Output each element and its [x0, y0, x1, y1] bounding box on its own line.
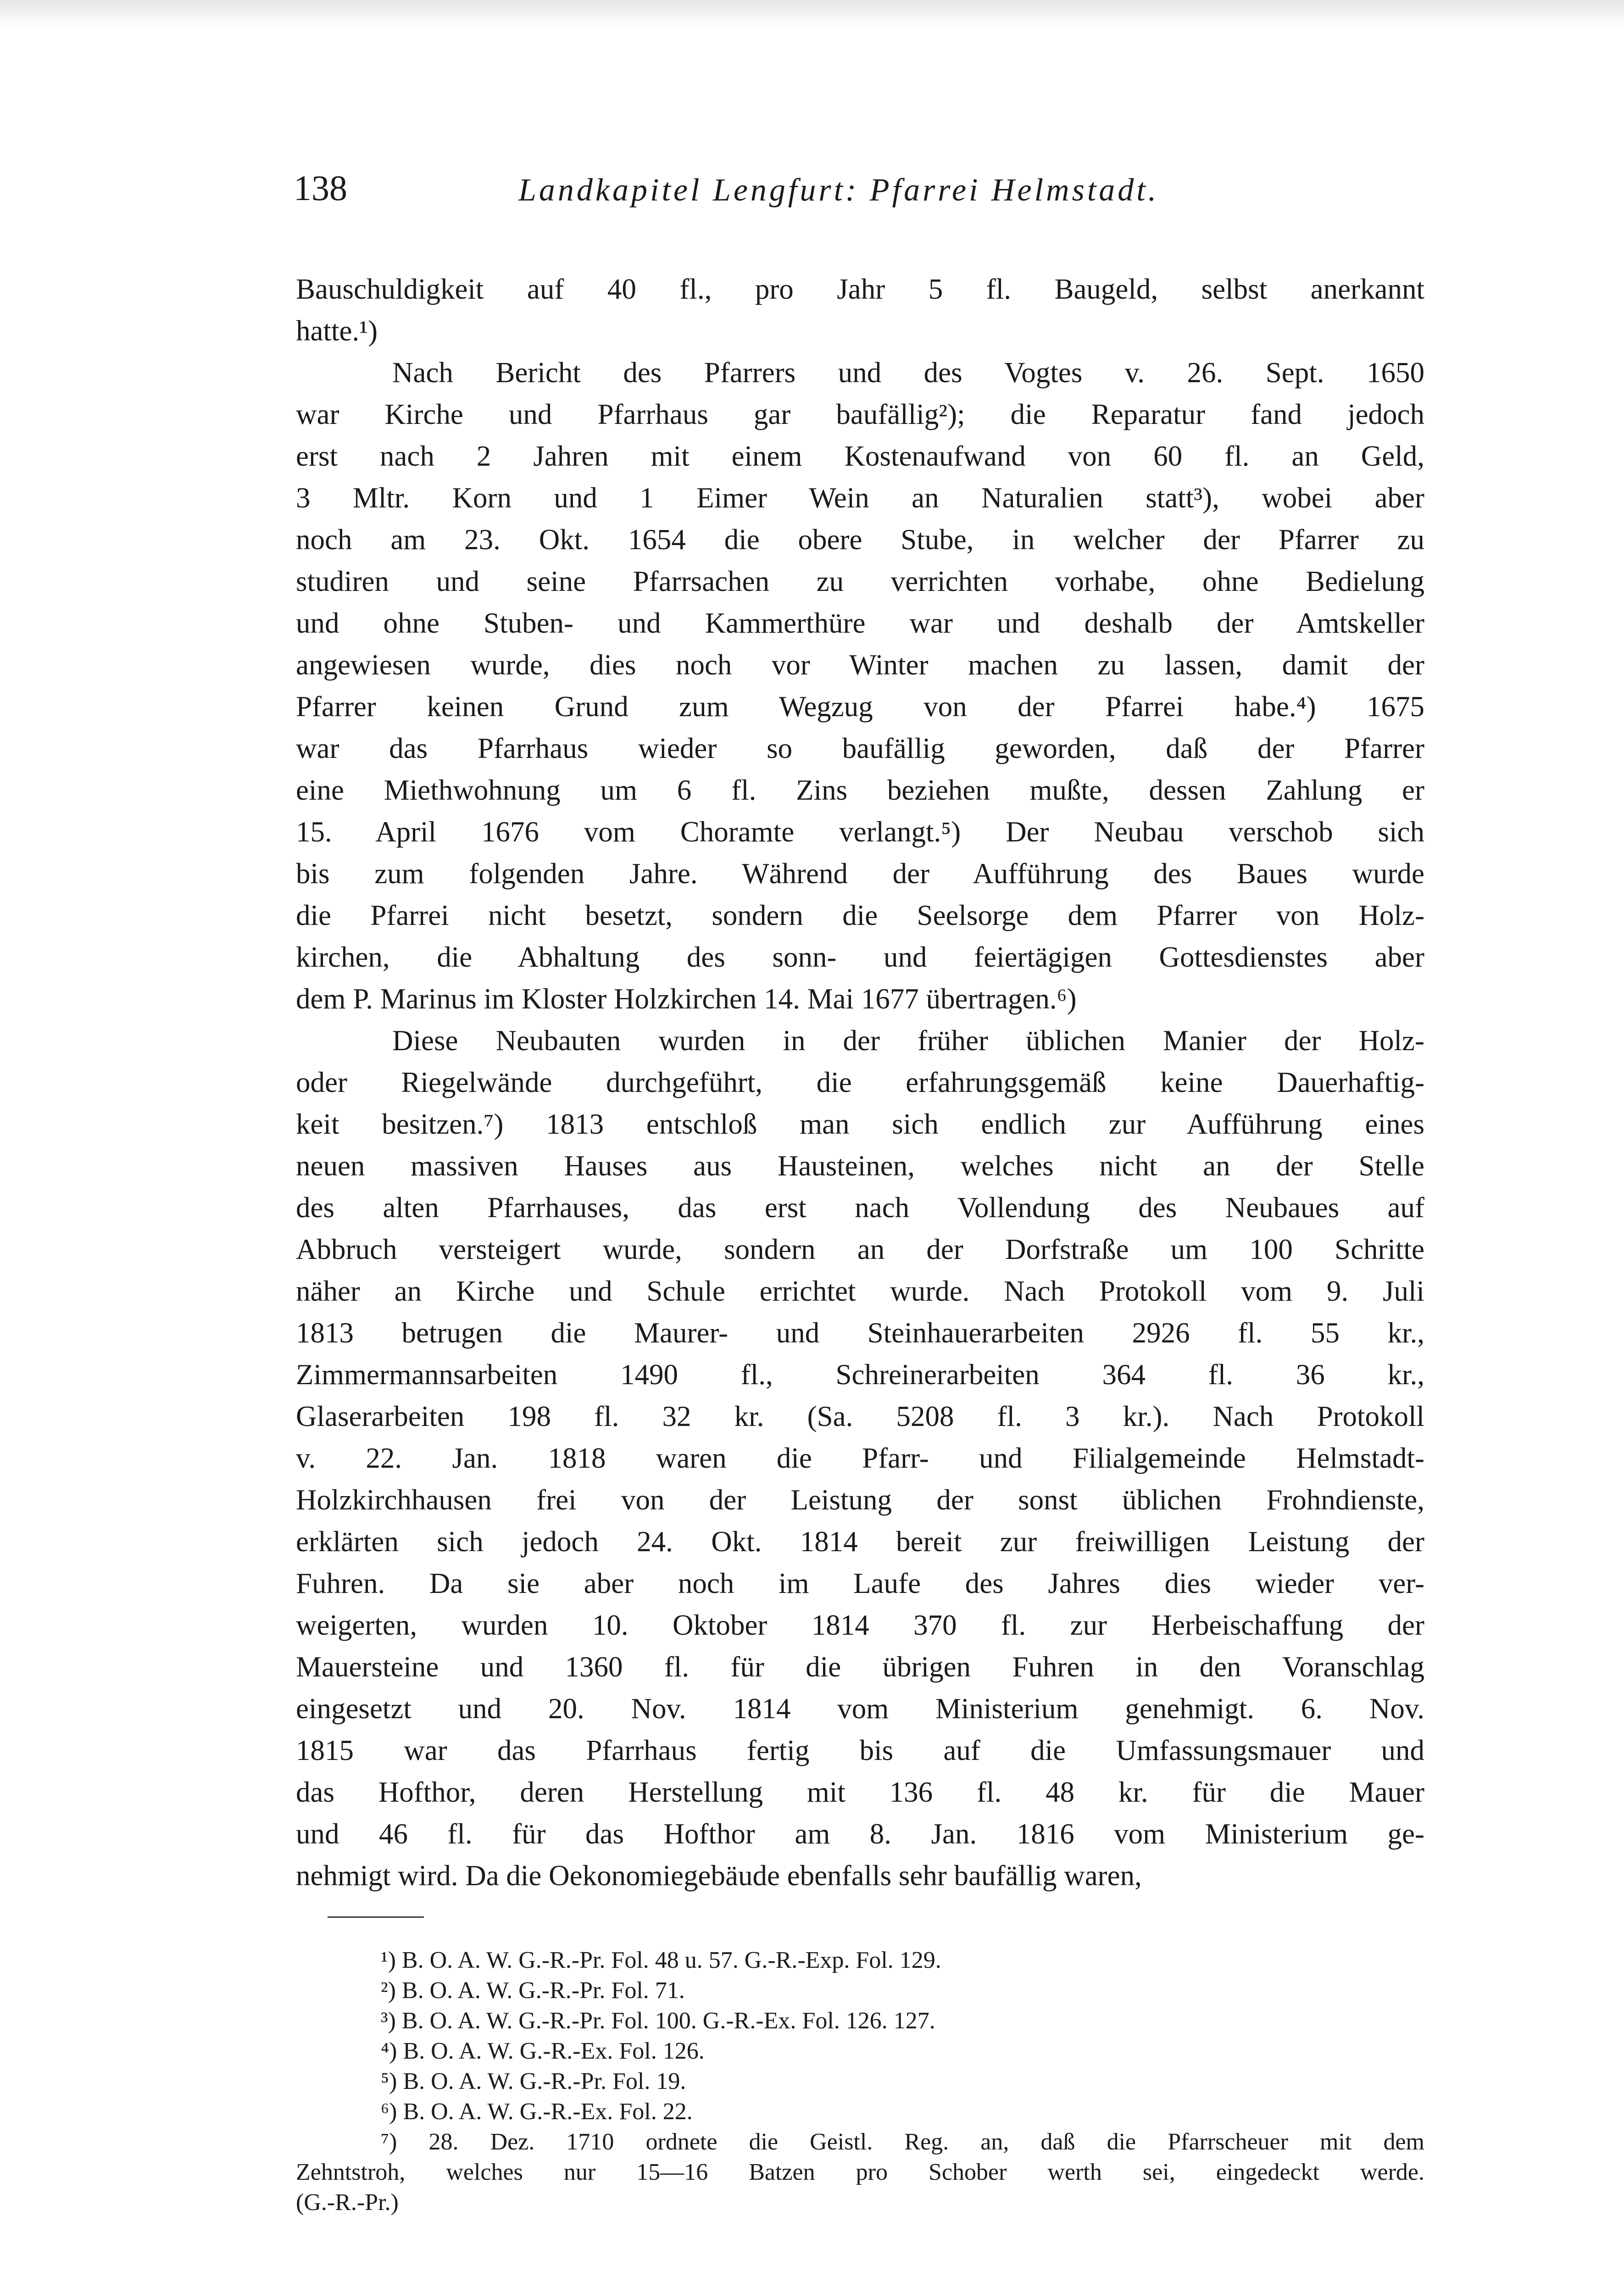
body-text: [296, 268, 1424, 1897]
body-line: Bauschuldigkeit auf 40 fl., pro Jahr 5 fl. Baugeld, selbst anerkannt: [296, 273, 1424, 305]
body-line: eingesetzt und 20. Nov. 1814 vom Ministerium genehmigt. 6. Nov.: [296, 1693, 1424, 1725]
body-line: kirchen, die Abhaltung des sonn- und feiertägigen Gottesdienstes aber: [296, 941, 1424, 973]
body-line: hatte.¹): [296, 315, 378, 347]
body-line: war Kirche und Pfarrhaus gar baufällig²); die Reparatur fand jedoch: [296, 398, 1424, 430]
body-line: erst nach 2 Jahren mit einem Kostenaufwand von 60 fl. an Geld,: [296, 440, 1424, 472]
body-line: noch am 23. Okt. 1654 die obere Stube, in welcher der Pfarrer zu: [296, 523, 1424, 556]
body-line: eine Miethwohnung um 6 fl. Zins beziehen mußte, dessen Zahlung er: [296, 774, 1424, 806]
body-line: Fuhren. Da sie aber noch im Laufe des Jahres dies wieder ver-: [296, 1567, 1424, 1599]
footnote-line: ³) B. O. A. W. G.-R.-Pr. Fol. 100. G.-R.-Ex. Fol. 126. 127.: [381, 2008, 935, 2034]
body-line: Abbruch versteigert wurde, sondern an der Dorfstraße um 100 Schritte: [296, 1233, 1424, 1265]
body-line: die Pfarrei nicht besetzt, sondern die Seelsorge dem Pfarrer von Holz-: [296, 899, 1424, 931]
body-line: 1815 war das Pfarrhaus fertig bis auf die Umfassungsmauer und: [296, 1734, 1424, 1766]
body-line: oder Riegelwände durchgeführt, die erfahrungsgemäß keine Dauerhaftig-: [296, 1066, 1424, 1098]
footnote-line: ⁴) B. O. A. W. G.-R.-Ex. Fol. 126.: [381, 2038, 705, 2064]
page-number: 138: [294, 168, 347, 208]
body-line: angewiesen wurde, dies noch vor Winter machen zu lassen, damit der: [296, 649, 1424, 681]
body-line: und ohne Stuben- und Kammerthüre war und deshalb der Amtskeller: [296, 607, 1424, 639]
body-line: 3 Mltr. Korn und 1 Eimer Wein an Naturalien statt³), wobei aber: [296, 482, 1424, 514]
footnote-line: ⁵) B. O. A. W. G.-R.-Pr. Fol. 19.: [381, 2068, 686, 2094]
body-line: erklärten sich jedoch 24. Okt. 1814 bereit zur freiwilligen Leistung der: [296, 1526, 1424, 1558]
body-line: Holzkirchhausen frei von der Leistung der sonst üblichen Frohndienste,: [296, 1484, 1424, 1516]
body-line: v. 22. Jan. 1818 waren die Pfarr- und Filialgemeinde Helmstadt-: [296, 1442, 1424, 1474]
footnotes: [296, 1945, 1424, 2218]
body-line: war das Pfarrhaus wieder so baufällig geworden, daß der Pfarrer: [296, 732, 1424, 764]
footnote-line: Zehntstroh, welches nur 15—16 Batzen pro Schober werth sei, eingedeckt werde.: [296, 2159, 1424, 2185]
body-line: weigerten, wurden 10. Oktober 1814 370 fl. zur Herbeischaffung der: [296, 1609, 1424, 1641]
body-line: neuen massiven Hauses aus Hausteinen, welches nicht an der Stelle: [296, 1150, 1424, 1182]
body-line: das Hofthor, deren Herstellung mit 136 fl. 48 kr. für die Mauer: [296, 1776, 1424, 1808]
footnote-line: ²) B. O. A. W. G.-R.-Pr. Fol. 71.: [381, 1977, 685, 2004]
body-line: und 46 fl. für das Hofthor am 8. Jan. 1816 vom Ministerium ge-: [296, 1818, 1424, 1850]
footnote-line: ¹) B. O. A. W. G.-R.-Pr. Fol. 48 u. 57. G.-R.-Exp. Fol. 129.: [381, 1947, 941, 1973]
body-line: Zimmermannsarbeiten 1490 fl., Schreinerarbeiten 364 fl. 36 kr.,: [296, 1359, 1424, 1391]
body-line: bis zum folgenden Jahre. Während der Aufführung des Baues wurde: [296, 857, 1424, 890]
body-line: 1813 betrugen die Maurer- und Steinhauerarbeiten 2926 fl. 55 kr.,: [296, 1317, 1424, 1349]
body-line: Diese Neubauten wurden in der früher üblichen Manier der Holz-: [392, 1025, 1424, 1057]
body-line: keit besitzen.⁷) 1813 entschloß man sich endlich zur Aufführung eines: [296, 1108, 1424, 1140]
body-line: dem P. Marinus im Kloster Holzkirchen 14. Mai 1677 übertragen.⁶): [296, 983, 1077, 1015]
body-line: Mauersteine und 1360 fl. für die übrigen Fuhren in den Voranschlag: [296, 1651, 1424, 1683]
body-line: Pfarrer keinen Grund zum Wegzug von der Pfarrei habe.⁴) 1675: [296, 690, 1424, 723]
body-line: Glaserarbeiten 198 fl. 32 kr. (Sa. 5208 fl. 3 kr.). Nach Protokoll: [296, 1400, 1424, 1432]
body-line: Nach Bericht des Pfarrers und des Vogtes v. 26. Sept. 1650: [392, 356, 1424, 389]
footnote-line: ⁶) B. O. A. W. G.-R.-Ex. Fol. 22.: [381, 2099, 693, 2125]
running-title: Landkapitel Lengfurt: Pfarrei Helmstadt.: [518, 173, 1159, 208]
body-line: studiren und seine Pfarrsachen zu verrichten vorhabe, ohne Bedielung: [296, 565, 1424, 597]
footnote-rule: [328, 1916, 424, 1918]
scan-edge-shading: [0, 0, 1624, 28]
footnote-line: ⁷) 28. Dez. 1710 ordnete die Geistl. Reg. an, daß die Pfarrscheuer mit dem: [381, 2129, 1424, 2155]
body-line: des alten Pfarrhauses, das erst nach Vollendung des Neubaues auf: [296, 1192, 1424, 1224]
body-line: 15. April 1676 vom Choramte verlangt.⁵) Der Neubau verschob sich: [296, 816, 1424, 848]
body-line: nehmigt wird. Da die Oekonomiegebäude ebenfalls sehr baufällig waren,: [296, 1860, 1142, 1892]
body-line: näher an Kirche und Schule errichtet wurde. Nach Protokoll vom 9. Juli: [296, 1275, 1424, 1307]
footnote-line: (G.-R.-Pr.): [296, 2189, 399, 2216]
